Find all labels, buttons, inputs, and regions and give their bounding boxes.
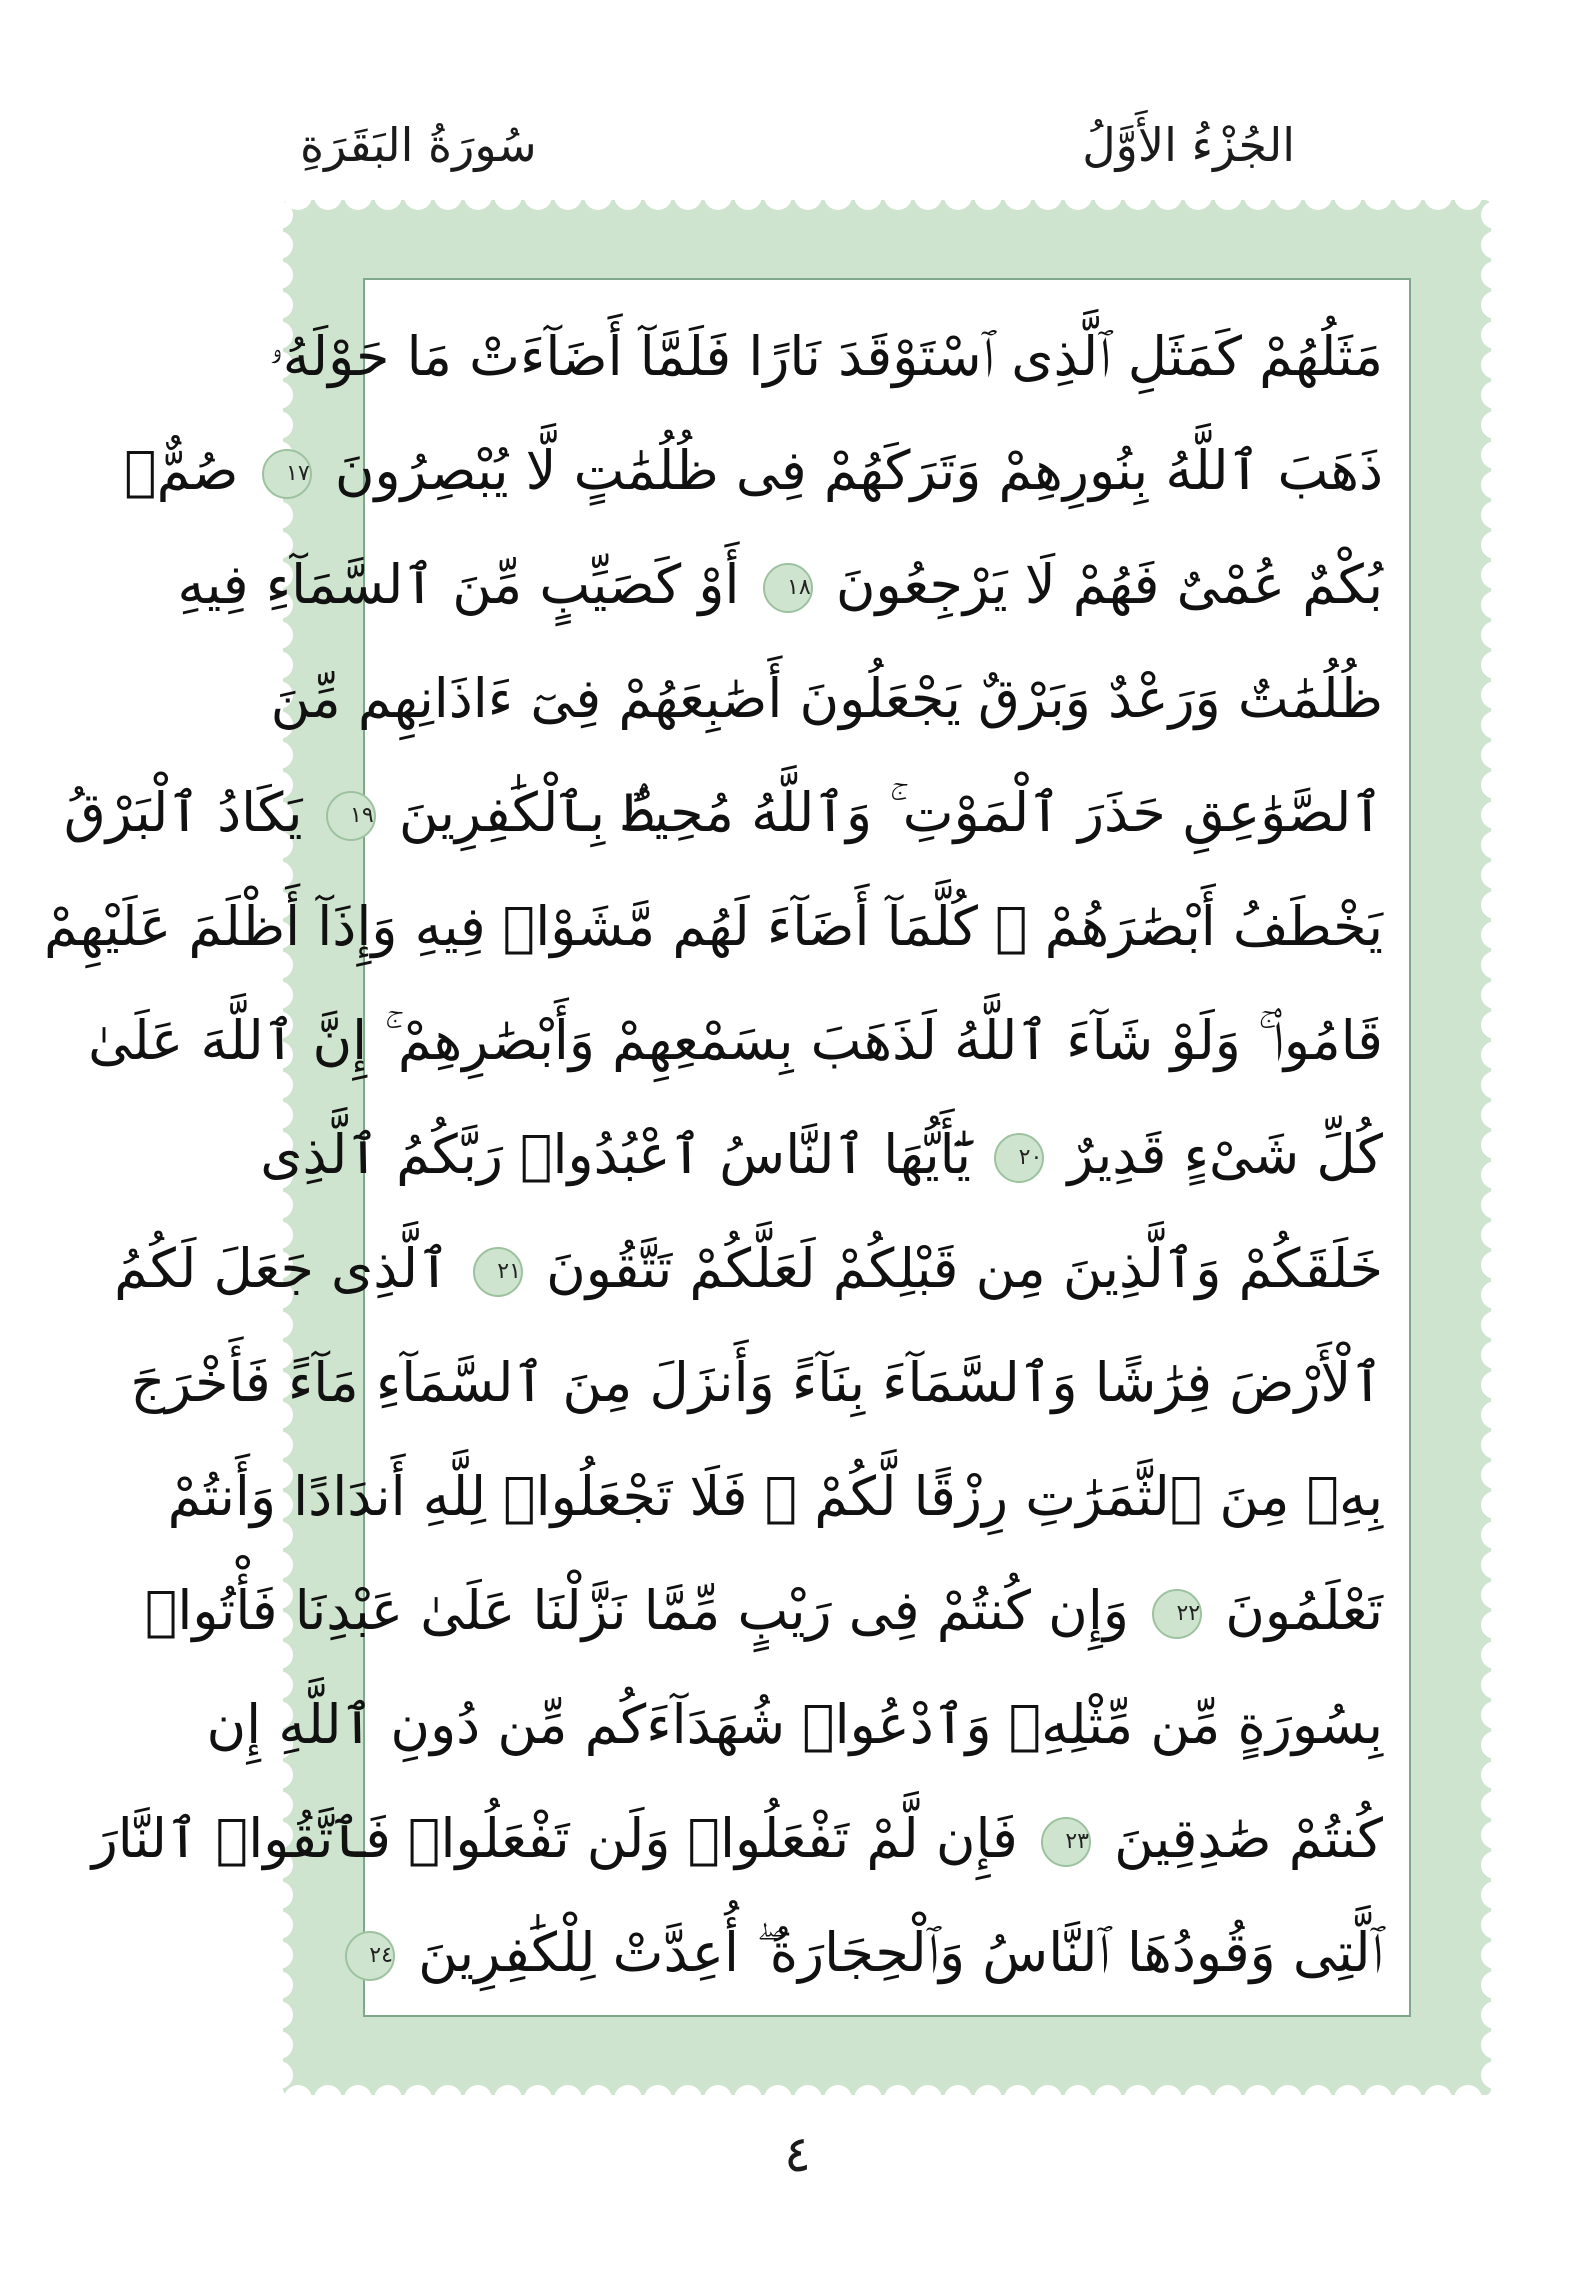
scallop-notch xyxy=(1481,651,1509,679)
scallop-notch xyxy=(1481,921,1509,949)
scallop-notch xyxy=(1154,2085,1182,2113)
scallop-notch xyxy=(584,182,612,210)
scallop-notch xyxy=(1274,182,1302,210)
scallop-notch xyxy=(1481,1881,1509,1909)
scallop-notch xyxy=(1481,381,1509,409)
scallop-notch xyxy=(1334,2085,1362,2113)
verse-line xyxy=(88,984,1409,1098)
scallop-notch xyxy=(1481,981,1509,1009)
scallop-notch xyxy=(824,2085,852,2113)
scallop-notch xyxy=(1481,1911,1509,1939)
verse-text: ٱلصَّوَٰعِقِ حَذَرَ ٱلْمَوْتِ ۚ وَٱللَّهُ مُحِيطٌۢ بِٱلْكَٰفِرِينَ xyxy=(398,781,1383,844)
scallop-notch xyxy=(1481,831,1509,859)
scallop-notch xyxy=(1214,2085,1242,2113)
scallop-notch xyxy=(314,2085,342,2113)
scallop-notch xyxy=(1034,2085,1062,2113)
scallop-notch xyxy=(884,2085,912,2113)
verse-line xyxy=(114,1212,1409,1326)
verse-text: خَلَقَكُمْ وَٱلَّذِينَ مِن قَبْلِكُمْ لَعَلَّكُمْ تَتَّقُونَ xyxy=(546,1237,1383,1300)
scallop-notch xyxy=(854,2085,882,2113)
scallop-notch xyxy=(1214,182,1242,210)
scallop-notch xyxy=(1481,1731,1509,1759)
scallop-notch xyxy=(434,182,462,210)
scallop-notch xyxy=(614,2085,642,2113)
scallop-notch xyxy=(1481,1491,1509,1519)
ayah-number-marker: ١٧ xyxy=(262,449,312,499)
scallop-notch xyxy=(314,182,342,210)
scallop-notch xyxy=(644,182,672,210)
scallop-notch xyxy=(1481,801,1509,829)
scallop-notch xyxy=(734,2085,762,2113)
scallop-notch xyxy=(1424,2085,1452,2113)
scallop-notch xyxy=(1094,182,1122,210)
scallop-notch xyxy=(674,182,702,210)
scallop-notch xyxy=(1481,1551,1509,1579)
verse-text: مَثَلُهُمْ كَمَثَلِ ٱلَّذِى ٱسْتَوْقَدَ نَارًا فَلَمَّآ أَضَآءَتْ مَا حَوْلَهُۥ xyxy=(269,325,1383,388)
scallop-notch xyxy=(1481,1821,1509,1849)
scallop-notch xyxy=(1274,2085,1302,2113)
verse-text: صُمٌّۢ xyxy=(124,439,239,502)
scallop-notch xyxy=(524,182,552,210)
scallop-notch xyxy=(1064,182,1092,210)
scallop-notch xyxy=(265,1971,293,1999)
scallop-notch xyxy=(1244,2085,1272,2113)
scallop-notch xyxy=(1481,1011,1509,1039)
ayah-number-marker: ٢٣ xyxy=(1041,1817,1091,1867)
scallop-notch xyxy=(1481,351,1509,379)
verse-line xyxy=(63,756,1409,870)
scallop-notch xyxy=(1481,861,1509,889)
verse-line xyxy=(260,1098,1409,1212)
scallop-notch xyxy=(1481,1251,1509,1279)
scallop-notch xyxy=(1334,182,1362,210)
scallop-notch xyxy=(1124,2085,1152,2113)
scallop-notch xyxy=(494,2085,522,2113)
scallop-notch xyxy=(265,2061,293,2089)
scallop-notch xyxy=(1481,1611,1509,1639)
scallop-notch xyxy=(1244,182,1272,210)
scallop-notch xyxy=(1184,2085,1212,2113)
verse-text: بِهِۦ مِنَ ٱلثَّمَرَٰتِ رِزْقًا لَّكُمْ ۖ فَلَا تَجْعَلُوا۟ لِلَّهِ أَندَادًا وَأَنتُمْ xyxy=(167,1465,1383,1528)
scallop-notch xyxy=(1481,1761,1509,1789)
scallop-notch xyxy=(1481,411,1509,439)
verse-text: بُكْمٌ عُمْىٌ فَهُمْ لَا يَرْجِعُونَ xyxy=(835,553,1383,616)
scallop-notch xyxy=(854,182,882,210)
scallop-notch xyxy=(1481,1281,1509,1309)
verse-text: ظُلُمَٰتٌ وَرَعْدٌ وَبَرْقٌ يَجْعَلُونَ أَصَٰبِعَهُمْ فِىٓ ءَاذَانِهِم مِّنَ xyxy=(270,667,1383,730)
text-panel xyxy=(43,278,1411,2017)
verse-line xyxy=(365,1896,1409,2010)
scallop-notch xyxy=(1481,231,1509,259)
scallop-notch xyxy=(1481,891,1509,919)
scallop-notch xyxy=(1364,2085,1392,2113)
scallop-notch xyxy=(1154,182,1182,210)
verse-text: كُلِّ شَىْءٍ قَدِيرٌ xyxy=(1067,1123,1383,1186)
scallop-notch xyxy=(914,182,942,210)
scallop-notch xyxy=(1481,1041,1509,1069)
scallop-notch xyxy=(884,182,912,210)
ayah-number-marker: ٢٤ xyxy=(345,1931,395,1981)
scallop-notch xyxy=(1481,1131,1509,1159)
verse-line xyxy=(270,642,1409,756)
scallop-notch xyxy=(644,2085,672,2113)
scallop-notch xyxy=(464,2085,492,2113)
ayah-number-marker: ٢١ xyxy=(473,1247,523,1297)
scallop-notch xyxy=(1094,2085,1122,2113)
scallop-notch xyxy=(1481,261,1509,289)
verse-line xyxy=(124,414,1409,528)
scallop-notch xyxy=(974,2085,1002,2113)
verse-line xyxy=(206,1668,1409,1782)
scallop-notch xyxy=(914,2085,942,2113)
scallop-notch xyxy=(1481,2031,1509,2059)
verse-text: فَإِن لَّمْ تَفْعَلُوا۟ وَلَن تَفْعَلُوا۟ فَٱتَّقُوا۟ ٱلنَّارَ xyxy=(91,1807,1018,1870)
scallop-notch xyxy=(1481,1521,1509,1549)
scallop-notch xyxy=(554,2085,582,2113)
verse-text: يَخْطَفُ أَبْصَٰرَهُمْ ۖ كُلَّمَآ أَضَآءَ لَهُم مَّشَوْا۟ فِيهِ وَإِذَآ أَظْلَمَ عَلَيْهِمْ xyxy=(43,895,1383,958)
scallop-notch xyxy=(1364,182,1392,210)
scallop-notch xyxy=(1481,1431,1509,1459)
scallop-notch xyxy=(794,2085,822,2113)
scallop-notch xyxy=(944,2085,972,2113)
verse-text: يَٰٓأَيُّهَا ٱلنَّاسُ ٱعْبُدُوا۟ رَبَّكُمُ ٱلَّذِى xyxy=(260,1123,972,1186)
verse-text: يَكَادُ ٱلْبَرْقُ xyxy=(63,781,303,844)
verse-text: ٱلَّذِى جَعَلَ لَكُمُ xyxy=(114,1237,450,1300)
scallop-notch xyxy=(1481,2001,1509,2029)
scallop-notch xyxy=(344,2085,372,2113)
scallop-notch xyxy=(1304,2085,1332,2113)
scallop-notch xyxy=(704,182,732,210)
scallop-notch xyxy=(974,182,1002,210)
verse-text: كُنتُمْ صَٰدِقِينَ xyxy=(1114,1807,1383,1870)
verse-text: وَإِن كُنتُمْ فِى رَيْبٍ مِّمَّا نَزَّلْنَا عَلَىٰ عَبْدِنَا فَأْتُوا۟ xyxy=(145,1579,1129,1642)
verse-line xyxy=(269,300,1409,414)
scallop-notch xyxy=(1394,182,1422,210)
scallop-notch xyxy=(554,182,582,210)
verse-line xyxy=(145,1554,1409,1668)
scallop-notch xyxy=(1481,591,1509,619)
scallop-notch xyxy=(1481,681,1509,709)
scallop-notch xyxy=(1394,2085,1422,2113)
scallop-notch xyxy=(734,182,762,210)
scallop-notch xyxy=(1481,561,1509,589)
scallop-notch xyxy=(1004,2085,1032,2113)
scallop-notch xyxy=(1481,1791,1509,1819)
verse-line xyxy=(130,1326,1409,1440)
scallop-notch xyxy=(265,231,293,259)
scallop-notch xyxy=(1004,182,1032,210)
page-frame xyxy=(43,200,1491,2095)
scallop-notch xyxy=(584,2085,612,2113)
verse-line xyxy=(177,528,1409,642)
juz-title: الجُزْءُ الأَوَّلُ xyxy=(1082,118,1295,172)
scallop-notch xyxy=(1481,1581,1509,1609)
scallop-notch xyxy=(1481,621,1509,649)
scallop-notch xyxy=(1481,1311,1509,1339)
scallop-notch xyxy=(1481,1461,1509,1489)
scallop-notch xyxy=(344,182,372,210)
scallop-notch xyxy=(524,2085,552,2113)
scallop-notch xyxy=(1481,1161,1509,1189)
scallop-notch xyxy=(1481,1101,1509,1129)
scallop-notch xyxy=(1481,1371,1509,1399)
verse-line xyxy=(167,1440,1409,1554)
verse-lines xyxy=(43,300,1409,2010)
scallop-notch xyxy=(1481,1071,1509,1099)
scallop-notch xyxy=(1481,321,1509,349)
scallop-notch xyxy=(374,2085,402,2113)
verse-text: تَعْلَمُونَ xyxy=(1225,1579,1383,1642)
verse-text: بِسُورَةٍ مِّن مِّثْلِهِۦ وَٱدْعُوا۟ شُهَدَآءَكُم مِّن دُونِ ٱللَّهِ إِن xyxy=(206,1693,1383,1756)
verse-text: ٱلَّتِى وَقُودُهَا ٱلنَّاسُ وَٱلْحِجَارَةُ ۖ أُعِدَّتْ لِلْكَٰفِرِينَ xyxy=(418,1921,1383,1984)
scallop-notch xyxy=(1481,1191,1509,1219)
verse-text: قَامُوا۟ ۚ وَلَوْ شَآءَ ٱللَّهُ لَذَهَبَ بِسَمْعِهِمْ وَأَبْصَٰرِهِمْ ۚ إِنَّ ٱللَّهَ عَلَىٰ xyxy=(88,1009,1383,1072)
ayah-number-marker: ٢٢ xyxy=(1152,1589,1202,1639)
scallop-notch xyxy=(764,2085,792,2113)
scallop-notch xyxy=(1454,182,1482,210)
verse-line xyxy=(91,1782,1409,1896)
scallop-notch xyxy=(1481,1401,1509,1429)
scallop-notch xyxy=(1481,1851,1509,1879)
scallop-notch xyxy=(265,2031,293,2059)
ayah-number-marker: ١٩ xyxy=(326,791,376,841)
scallop-notch xyxy=(764,182,792,210)
scallop-notch xyxy=(1184,182,1212,210)
scallop-notch xyxy=(404,2085,432,2113)
scallop-notch xyxy=(1424,182,1452,210)
scallop-notch xyxy=(404,182,432,210)
scallop-notch xyxy=(614,182,642,210)
scallop-notch xyxy=(1124,182,1152,210)
scallop-notch xyxy=(1481,741,1509,769)
scallop-notch xyxy=(1481,201,1509,229)
scallop-notch xyxy=(434,2085,462,2113)
scallop-notch xyxy=(265,2001,293,2029)
surah-title: سُورَةُ البَقَرَةِ xyxy=(300,118,537,172)
verse-line xyxy=(43,870,1409,984)
scallop-notch xyxy=(1454,2085,1482,2113)
scallop-notch xyxy=(824,182,852,210)
verse-text: أَوْ كَصَيِّبٍ مِّنَ ٱلسَّمَآءِ فِيهِ xyxy=(177,553,740,616)
scallop-notch xyxy=(265,261,293,289)
scallop-notch xyxy=(1034,182,1062,210)
ayah-number-marker: ٢٠ xyxy=(994,1133,1044,1183)
ayah-number-marker: ١٨ xyxy=(763,563,813,613)
scallop-notch xyxy=(1481,1641,1509,1669)
page-number: ٤ xyxy=(784,2125,811,2183)
scallop-notch xyxy=(1481,1341,1509,1369)
scallop-notch xyxy=(1481,471,1509,499)
scallop-notch xyxy=(1481,441,1509,469)
scallop-notch xyxy=(674,2085,702,2113)
scallop-notch xyxy=(374,182,402,210)
scallop-notch xyxy=(1304,182,1332,210)
scallop-notch xyxy=(1481,1941,1509,1969)
scallop-notch xyxy=(464,182,492,210)
scallop-notch xyxy=(494,182,522,210)
scallop-notch xyxy=(1481,531,1509,559)
scallop-notch xyxy=(265,1941,293,1969)
scallop-notch xyxy=(1481,951,1509,979)
scallop-notch xyxy=(944,182,972,210)
scallop-notch xyxy=(1481,771,1509,799)
scallop-notch xyxy=(1481,1671,1509,1699)
scallop-notch xyxy=(1481,711,1509,739)
scallop-notch xyxy=(265,201,293,229)
verse-text: ذَهَبَ ٱللَّهُ بِنُورِهِمْ وَتَرَكَهُمْ فِى ظُلُمَٰتٍ لَّا يُبْصِرُونَ xyxy=(334,439,1383,502)
scallop-notch xyxy=(1481,1221,1509,1249)
scallop-notch xyxy=(1481,291,1509,319)
scallop-notch xyxy=(265,1911,293,1939)
scallop-notch xyxy=(1481,2061,1509,2089)
scallop-notch xyxy=(1481,1701,1509,1729)
scallop-notch xyxy=(704,2085,732,2113)
scallop-notch xyxy=(284,2085,312,2113)
scallop-notch xyxy=(1481,1971,1509,1999)
verse-text: ٱلْأَرْضَ فِرَٰشًا وَٱلسَّمَآءَ بِنَآءً وَأَنزَلَ مِنَ ٱلسَّمَآءِ مَآءً فَأَخْرَجَ xyxy=(130,1351,1383,1414)
scallop-notch xyxy=(794,182,822,210)
scallop-notch xyxy=(1481,501,1509,529)
scallop-notch xyxy=(1064,2085,1092,2113)
